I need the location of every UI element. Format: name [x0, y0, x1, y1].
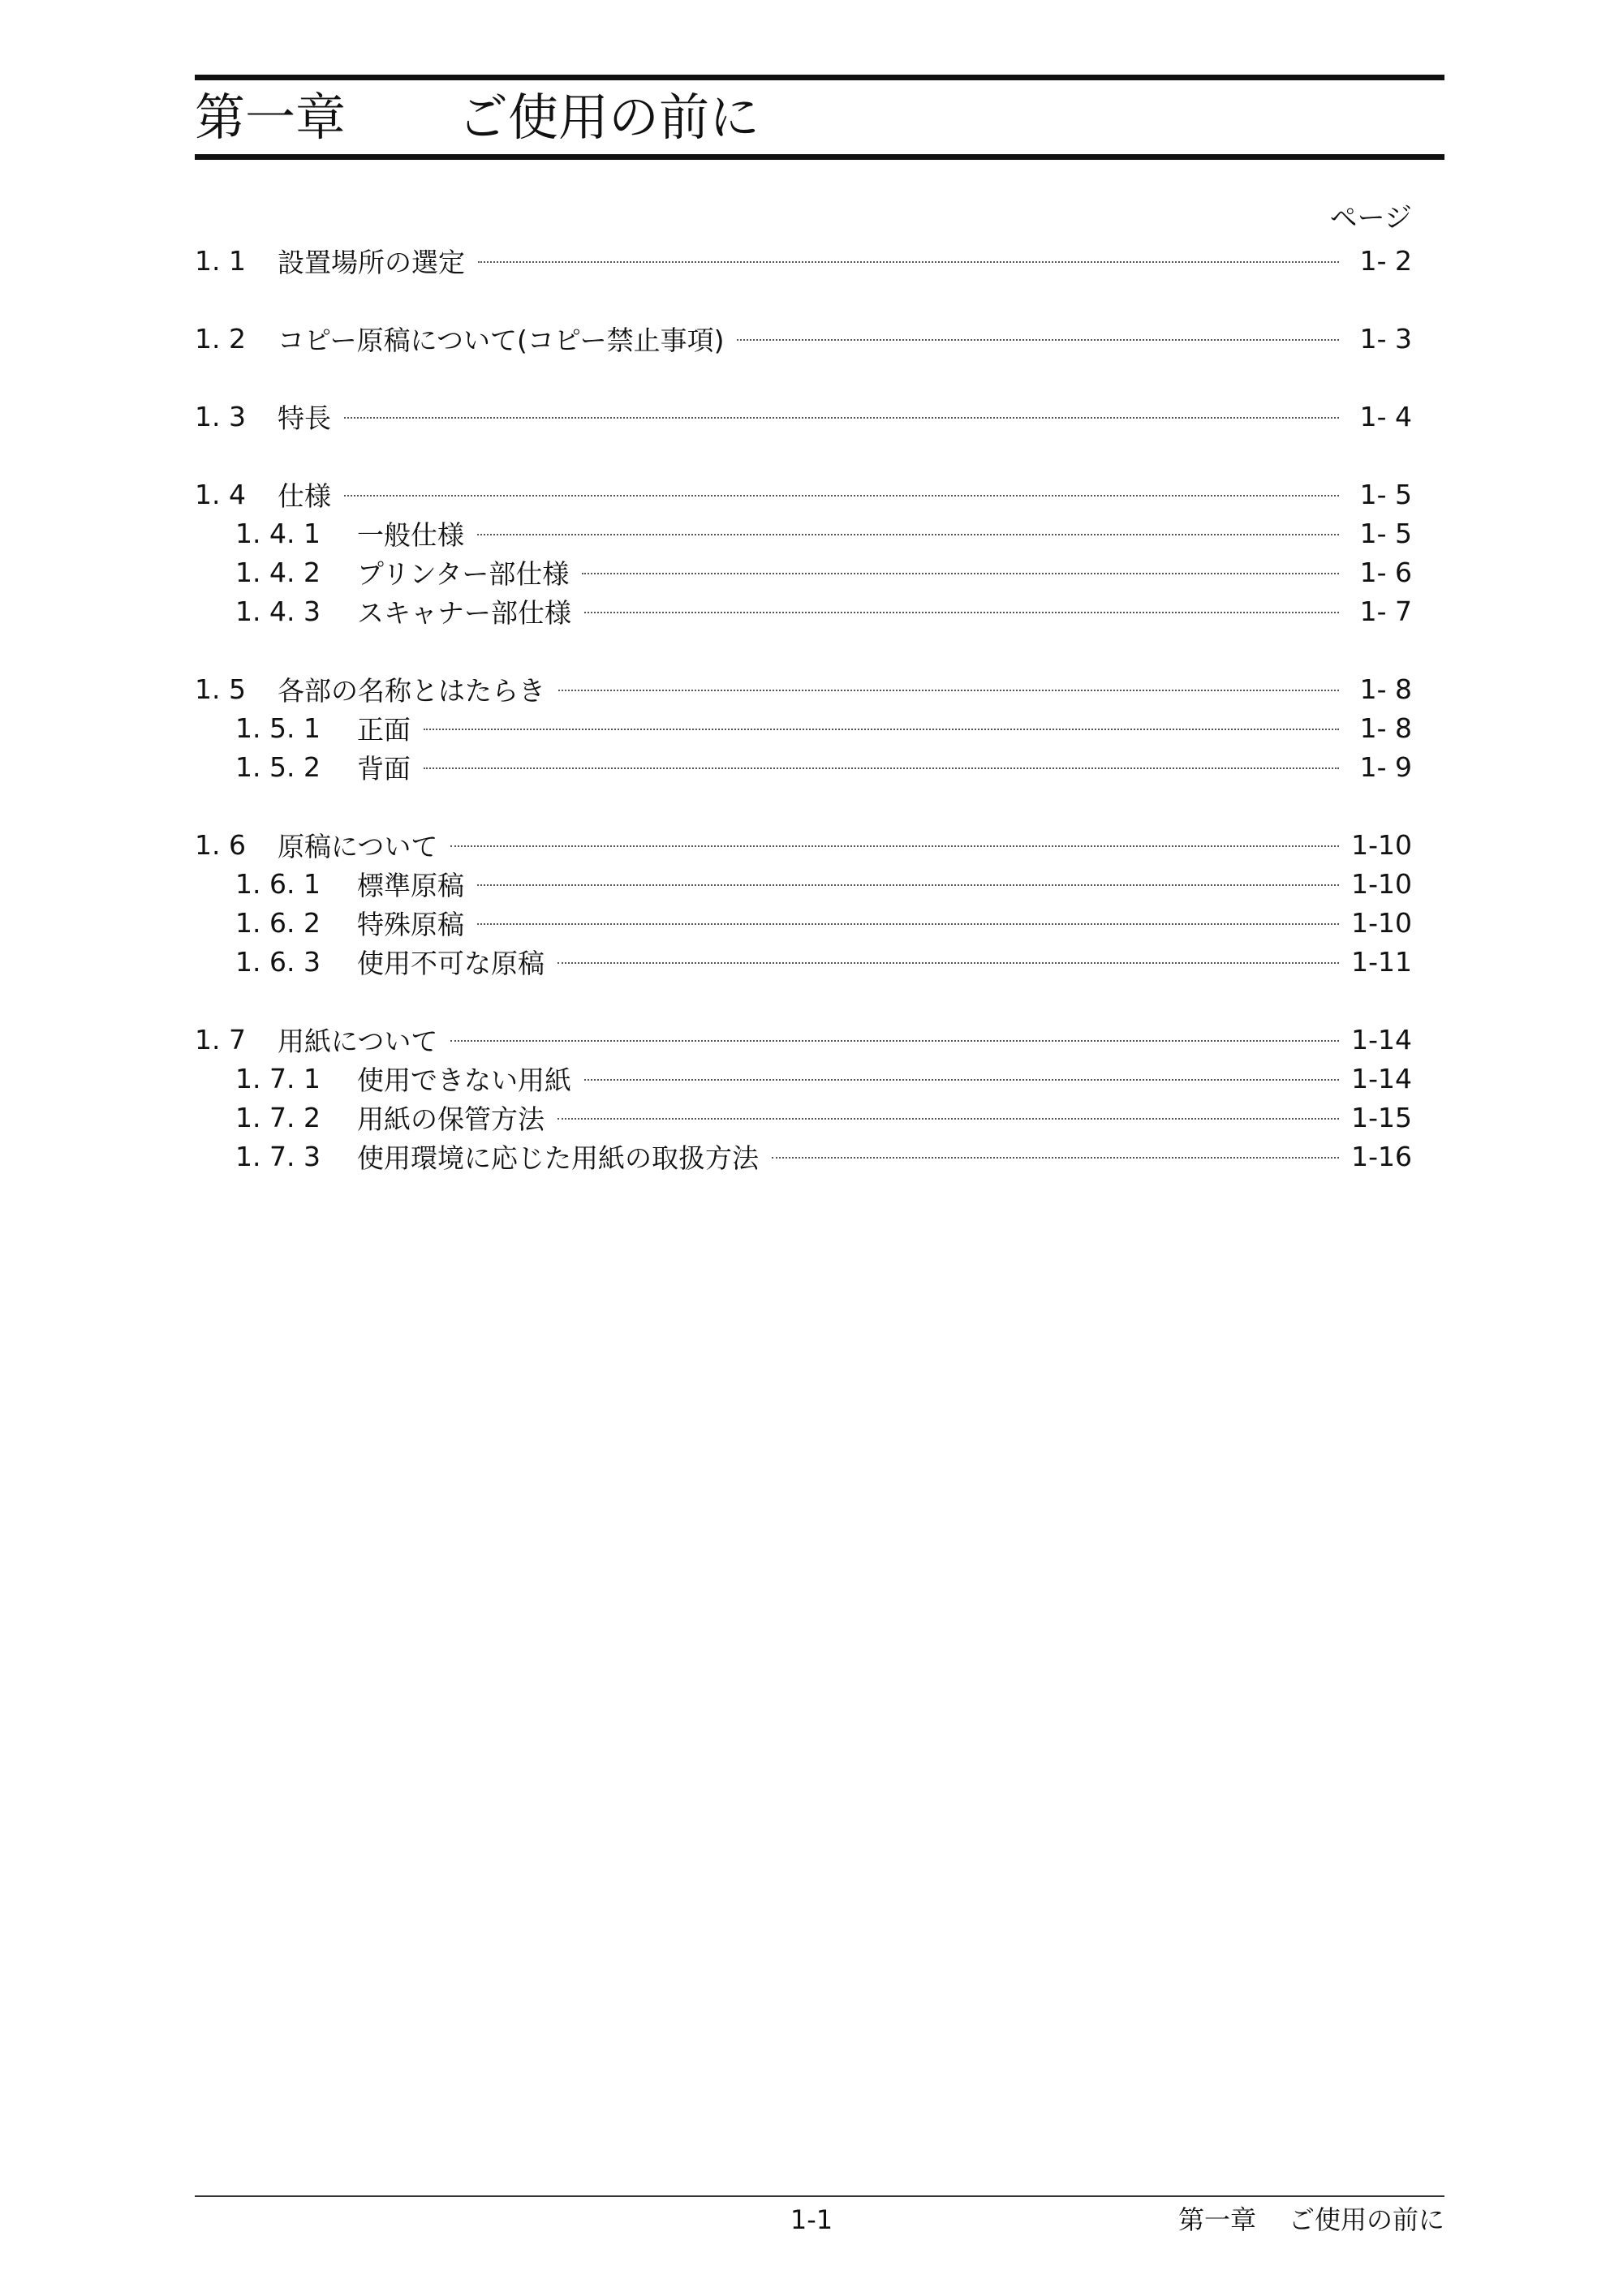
- toc-number: 1. 4. 2: [235, 556, 321, 588]
- toc-title: 設置場所の選定: [278, 246, 465, 278]
- toc-title: コピー原稿について(コピー禁止事項): [278, 324, 725, 356]
- toc-page-number: 1-14: [1351, 1023, 1412, 1056]
- toc-number: 1. 7. 2: [235, 1101, 321, 1133]
- toc-page-number: 1- 3: [1359, 322, 1412, 355]
- toc-number: 1. 3: [195, 400, 246, 432]
- toc-number: 1. 1: [195, 244, 246, 277]
- toc-title: 背面: [357, 752, 411, 785]
- toc-dot-leader: [737, 339, 1339, 341]
- toc-dot-leader: [477, 923, 1339, 925]
- toc-number: 1. 2: [195, 322, 246, 355]
- toc-dot-leader: [584, 1079, 1339, 1081]
- toc-number: 1. 6. 2: [235, 906, 321, 939]
- toc-title: 特長: [278, 402, 331, 434]
- toc-page-number: 1- 4: [1359, 400, 1412, 432]
- toc-title: 原稿について: [278, 830, 438, 862]
- footer-rule: [195, 2195, 1444, 2197]
- toc-dot-leader: [582, 573, 1339, 574]
- toc-subentry: [235, 592, 1412, 630]
- toc-dot-leader: [558, 690, 1339, 691]
- toc-number: 1. 6: [195, 828, 246, 861]
- toc-title: 使用不可な原稿: [357, 947, 545, 979]
- toc-entry: [195, 475, 1412, 513]
- toc-number: 1. 6. 3: [235, 945, 321, 978]
- toc-page-number: 1-10: [1351, 906, 1412, 939]
- toc-dot-leader: [450, 845, 1339, 847]
- toc-dot-leader: [558, 962, 1339, 964]
- toc-number: 1. 7: [195, 1023, 246, 1056]
- toc-page-number: 1-10: [1351, 867, 1412, 900]
- toc-dot-leader: [558, 1118, 1339, 1120]
- toc-subentry: [235, 748, 1412, 785]
- toc-number: 1. 5. 2: [235, 750, 321, 783]
- toc-subentry: [235, 1060, 1412, 1097]
- toc-title: 特殊原稿: [357, 908, 464, 940]
- toc-title: プリンター部仕様: [357, 557, 570, 590]
- toc-page-number: 1-10: [1351, 828, 1412, 861]
- toc-subentry: [235, 865, 1412, 902]
- toc-page-number: 1- 2: [1359, 244, 1412, 277]
- toc-entry: [195, 670, 1412, 707]
- toc-title: 一般仕様: [357, 518, 464, 551]
- toc-page-number: 1- 5: [1359, 478, 1412, 510]
- toc-dot-leader: [344, 495, 1339, 497]
- toc-page-number: 1- 7: [1359, 595, 1412, 627]
- toc-subentry: [235, 553, 1412, 591]
- toc-title: 使用環境に応じた用紙の取扱方法: [357, 1142, 759, 1174]
- toc-number: 1. 5. 1: [235, 712, 321, 744]
- toc-page-number: 1-15: [1351, 1101, 1412, 1133]
- toc-dot-leader: [450, 1040, 1339, 1042]
- toc-subentry: [235, 514, 1412, 552]
- toc-dot-leader: [344, 417, 1339, 419]
- toc-subentry: [235, 1099, 1412, 1136]
- toc-page-number: 1- 8: [1359, 712, 1412, 744]
- footer-chapter-label: [1120, 2202, 1444, 2238]
- toc-number: 1. 4: [195, 478, 246, 510]
- footer-chapter-title: ご使用の前に: [1288, 2204, 1444, 2235]
- toc-title: 仕様: [278, 479, 331, 512]
- toc-number: 1. 4. 1: [235, 517, 321, 549]
- toc-subentry: [235, 1137, 1412, 1175]
- chapter-number: 第一章: [195, 88, 347, 147]
- page-column-label: ページ: [1329, 202, 1412, 234]
- toc-title: 標準原稿: [357, 869, 464, 901]
- toc-dot-leader: [424, 729, 1339, 730]
- footer-chapter-number: 第一章: [1177, 2204, 1256, 2235]
- toc-dot-leader: [424, 767, 1339, 769]
- toc-page-number: 1-14: [1351, 1062, 1412, 1094]
- chapter-name: ご使用の前に: [458, 88, 760, 147]
- toc-page-number: 1- 6: [1359, 556, 1412, 588]
- toc-title: 用紙について: [278, 1025, 438, 1057]
- toc-dot-leader: [772, 1157, 1339, 1159]
- toc-page-number: 1- 9: [1359, 750, 1412, 783]
- toc-entry: [195, 826, 1412, 863]
- toc-entry: [195, 398, 1412, 435]
- toc-title: 用紙の保管方法: [357, 1103, 545, 1135]
- toc-dot-leader: [477, 534, 1339, 535]
- toc-subentry: [235, 904, 1412, 941]
- toc-number: 1. 6. 1: [235, 867, 321, 900]
- toc-title: 正面: [357, 713, 411, 746]
- toc-number: 1. 5: [195, 673, 246, 705]
- toc-entry: [195, 320, 1412, 357]
- toc-page-number: 1-16: [1351, 1140, 1412, 1172]
- toc-dot-leader: [477, 884, 1339, 886]
- toc-dot-leader: [478, 261, 1339, 263]
- toc-entry: [195, 1021, 1412, 1058]
- toc-title: 使用できない用紙: [357, 1064, 571, 1096]
- toc-dot-leader: [584, 612, 1339, 613]
- toc-entry: [195, 242, 1412, 279]
- toc-page-number: 1- 8: [1359, 673, 1412, 705]
- toc-title: スキャナー部仕様: [357, 596, 571, 629]
- toc-page-number: 1-11: [1351, 945, 1412, 978]
- toc-number: 1. 4. 3: [235, 595, 321, 627]
- toc-number: 1. 7. 1: [235, 1062, 321, 1094]
- toc-title: 各部の名称とはたらき: [278, 674, 545, 707]
- toc-subentry: [235, 943, 1412, 980]
- toc-number: 1. 7. 3: [235, 1140, 321, 1172]
- toc-page-number: 1- 5: [1359, 517, 1412, 549]
- footer-page-number: 1-1: [790, 2204, 833, 2235]
- toc-subentry: [235, 709, 1412, 746]
